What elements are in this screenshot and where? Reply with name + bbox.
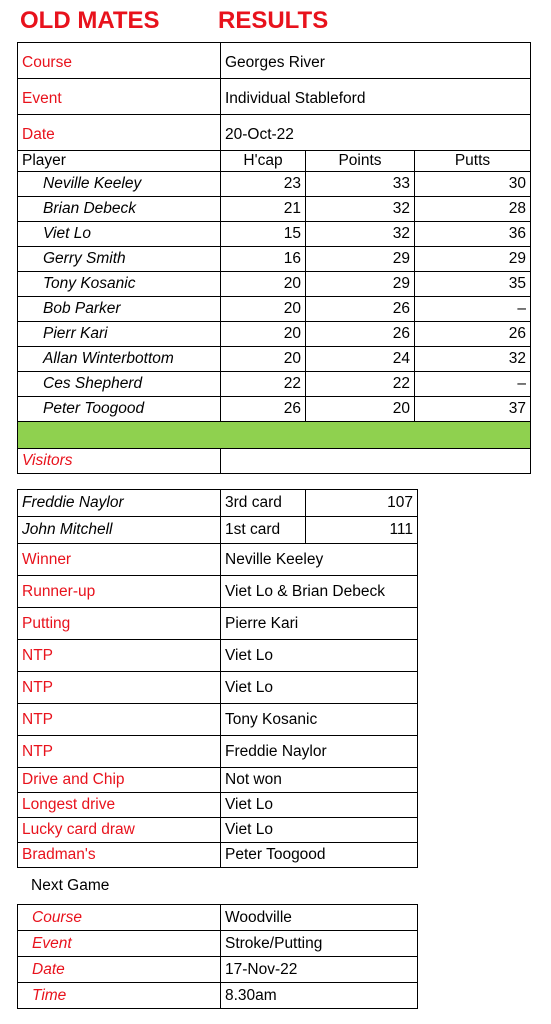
award-value: Viet Lo (221, 672, 418, 704)
visitor-row (18, 490, 418, 517)
player-points: 32 (306, 197, 415, 222)
award-row (18, 843, 418, 868)
player-name: Neville Keeley (18, 172, 221, 197)
award-value: Viet Lo & Brian Debeck (221, 576, 418, 608)
award-value: Freddie Naylor (221, 736, 418, 768)
event-row (18, 79, 531, 115)
award-label: Runner-up (18, 576, 221, 608)
hcap-column-header: H'cap (221, 151, 306, 172)
player-putts: 37 (415, 397, 531, 422)
player-name: Ces Shepherd (18, 372, 221, 397)
award-label: NTP (18, 672, 221, 704)
player-points: 24 (306, 347, 415, 372)
player-putts: 26 (415, 322, 531, 347)
award-value: Peter Toogood (221, 843, 418, 868)
player-points: 22 (306, 372, 415, 397)
player-name: Gerry Smith (18, 247, 221, 272)
date-row (18, 115, 531, 151)
next-game-heading: Next Game (31, 877, 110, 894)
player-putts: 32 (415, 347, 531, 372)
player-hcap: 16 (221, 247, 306, 272)
player-points: 26 (306, 297, 415, 322)
player-hcap: 20 (221, 322, 306, 347)
next-time-label: Time (18, 983, 221, 1009)
player-hcap: 26 (221, 397, 306, 422)
award-value: Viet Lo (221, 818, 418, 843)
award-row (18, 704, 418, 736)
award-label: Longest drive (18, 793, 221, 818)
course-label: Course (18, 43, 221, 79)
visitors-awards-table (17, 489, 418, 868)
next-event-row (18, 931, 418, 957)
award-row (18, 608, 418, 640)
event-value: Individual Stableford (221, 79, 531, 115)
award-label: NTP (18, 704, 221, 736)
points-column-header: Points (306, 151, 415, 172)
event-label: Event (18, 79, 221, 115)
award-value: Viet Lo (221, 640, 418, 672)
visitors-header-row (18, 449, 531, 474)
award-value: Pierre Kari (221, 608, 418, 640)
player-name: Bob Parker (18, 297, 221, 322)
award-value: Tony Kosanic (221, 704, 418, 736)
next-date-label: Date (18, 957, 221, 983)
player-column-header: Player (18, 151, 221, 172)
player-putts: 30 (415, 172, 531, 197)
player-name: Pierr Kari (18, 322, 221, 347)
player-name: Tony Kosanic (18, 272, 221, 297)
award-row (18, 768, 418, 793)
table-row (18, 322, 531, 347)
player-putts: 29 (415, 247, 531, 272)
next-game-table (17, 904, 418, 1009)
player-name: Peter Toogood (18, 397, 221, 422)
next-event-value: Stroke/Putting (221, 931, 418, 957)
green-divider-row (18, 422, 531, 449)
award-row (18, 640, 418, 672)
table-row (18, 172, 531, 197)
award-label: Lucky card draw (18, 818, 221, 843)
player-points: 26 (306, 322, 415, 347)
next-course-row (18, 905, 418, 931)
next-time-row (18, 983, 418, 1009)
award-row (18, 818, 418, 843)
table-row (18, 222, 531, 247)
award-label: Putting (18, 608, 221, 640)
player-points: 29 (306, 272, 415, 297)
player-name: Allan Winterbottom (18, 347, 221, 372)
award-value: Viet Lo (221, 793, 418, 818)
putts-column-header: Putts (415, 151, 531, 172)
player-hcap: 15 (221, 222, 306, 247)
award-value: Not won (221, 768, 418, 793)
results-title: RESULTS (218, 7, 329, 34)
player-points: 20 (306, 397, 415, 422)
player-points: 33 (306, 172, 415, 197)
date-value: 20-Oct-22 (221, 115, 531, 151)
award-row (18, 544, 418, 576)
table-row (18, 197, 531, 222)
award-row (18, 672, 418, 704)
visitor-card: 3rd card (221, 490, 306, 517)
player-hcap: 22 (221, 372, 306, 397)
visitor-name: John Mitchell (18, 517, 221, 544)
player-putts: 28 (415, 197, 531, 222)
green-divider (18, 422, 531, 449)
next-date-row (18, 957, 418, 983)
visitors-label: Visitors (18, 449, 221, 474)
visitor-name: Freddie Naylor (18, 490, 221, 517)
course-row (18, 43, 531, 79)
player-name: Brian Debeck (18, 197, 221, 222)
table-row (18, 347, 531, 372)
visitor-card: 1st card (221, 517, 306, 544)
table-row (18, 247, 531, 272)
player-putts: – (415, 297, 531, 322)
column-header-row (18, 151, 531, 172)
player-name: Viet Lo (18, 222, 221, 247)
player-hcap: 20 (221, 272, 306, 297)
club-title: OLD MATES (20, 7, 160, 34)
player-putts: – (415, 372, 531, 397)
player-hcap: 20 (221, 347, 306, 372)
table-row (18, 397, 531, 422)
award-label: Bradman's (18, 843, 221, 868)
player-points: 32 (306, 222, 415, 247)
next-date-value: 17-Nov-22 (221, 957, 418, 983)
table-row (18, 372, 531, 397)
player-hcap: 20 (221, 297, 306, 322)
award-row (18, 736, 418, 768)
visitor-score: 107 (306, 490, 418, 517)
visitor-row (18, 517, 418, 544)
next-course-value: Woodville (221, 905, 418, 931)
award-value: Neville Keeley (221, 544, 418, 576)
table-row (18, 272, 531, 297)
next-time-value: 8.30am (221, 983, 418, 1009)
award-row (18, 576, 418, 608)
player-hcap: 23 (221, 172, 306, 197)
results-table (17, 42, 531, 474)
table-row (18, 297, 531, 322)
player-putts: 35 (415, 272, 531, 297)
next-event-label: Event (18, 931, 221, 957)
player-hcap: 21 (221, 197, 306, 222)
award-label: NTP (18, 736, 221, 768)
visitor-score: 111 (306, 517, 418, 544)
award-row (18, 793, 418, 818)
next-course-label: Course (18, 905, 221, 931)
award-label: NTP (18, 640, 221, 672)
award-label: Drive and Chip (18, 768, 221, 793)
date-label: Date (18, 115, 221, 151)
player-points: 29 (306, 247, 415, 272)
player-putts: 36 (415, 222, 531, 247)
course-value: Georges River (221, 43, 531, 79)
award-label: Winner (18, 544, 221, 576)
visitors-blank-cell (221, 449, 531, 474)
